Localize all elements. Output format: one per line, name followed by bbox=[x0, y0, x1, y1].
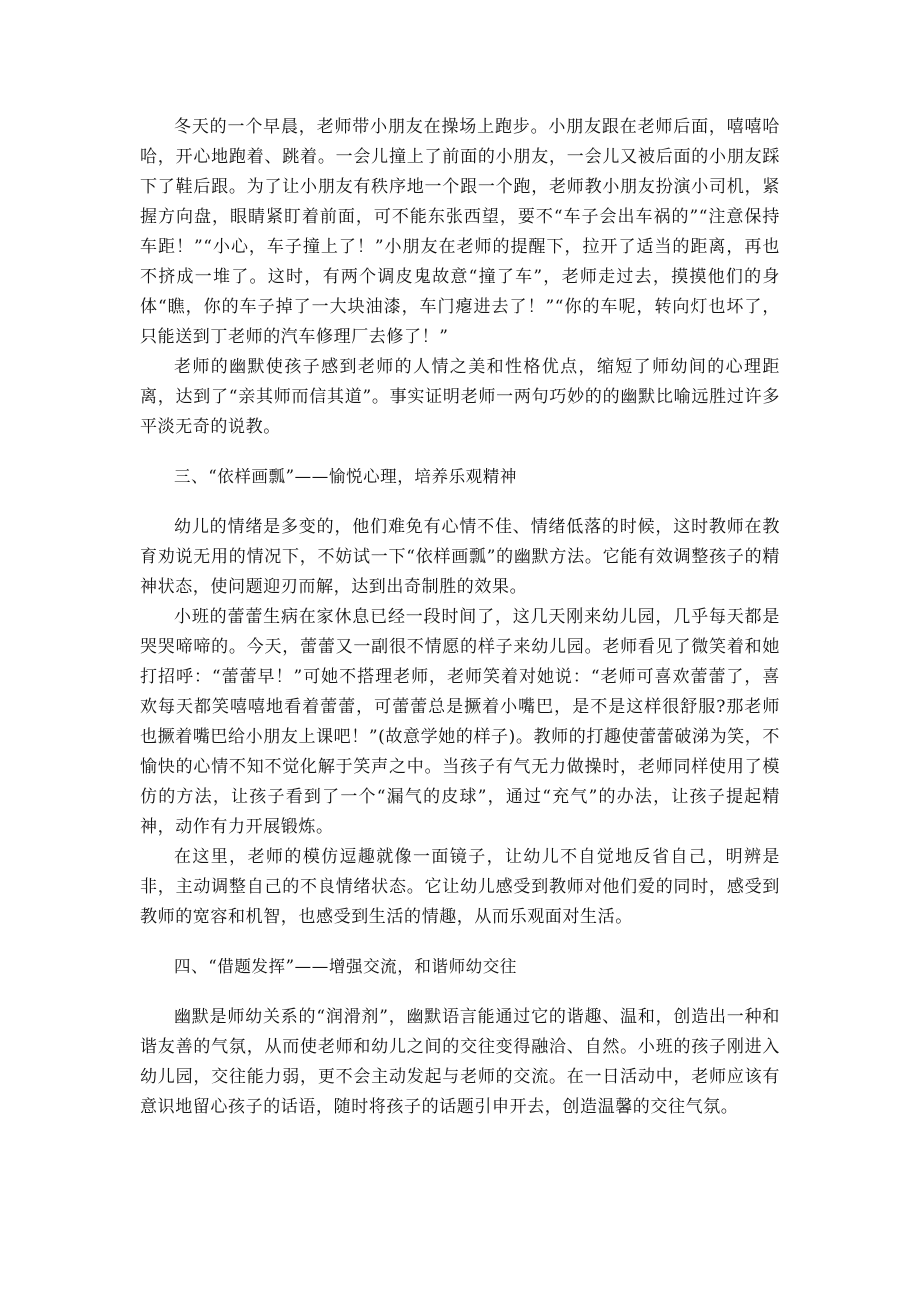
paragraph-mirror: 在这里，老师的模仿逗趣就像一面镜子，让幼儿不自觉地反省自己，明辨是非，主动调整自己的不良情绪状态。它让幼儿感受到教师对他们爱的同时，感受到教师的宽容和机智，也感受到生活的情趣，从而乐观面对生活。 bbox=[140, 847, 780, 927]
document-page bbox=[140, 112, 780, 1122]
paragraph-lubricant: 幽默是师幼关系的“润滑剂”，幽默语言能通过它的谐趣、温和，创造出一种和谐友善的气氛，从而使老师和幼儿之间的交往变得融洽、自然。小班的孩子刚进入幼儿园，交往能力弱，更不会主动发起与老师的交流。在一日活动中，老师应该有意识地留心孩子的话语，随时将孩子的话题引申开去，创造温馨的交往气氛。 bbox=[140, 1007, 780, 1117]
paragraph-leilei-story: 小班的蕾蕾生病在家休息已经一段时间了，这几天刚来幼儿园，几乎每天都是哭哭啼啼的。今天，蕾蕾又一副很不情愿的样子来幼儿园。老师看见了微笑着和她打招呼：“蕾蕾早！”可她不搭理老师，老师笑着对她说：“老师可喜欢蕾蕾了，喜欢每天都笑嘻嘻地看着蕾蕾，可蕾蕾总是撅着小嘴巴，是不是这样很舒服?那老师也撅着嘴巴给小朋友上课吧！”(故意学她的样子)。教师的打趣使蕾蕾破涕为笑，不愉快的心情不知不觉化解于笑声之中。当孩子有气无力做操时，老师同样使用了模仿的方法，让孩子看到了一个“漏气的皮球”，通过“充气”的办法，让孩子提起精神，动作有力开展锻炼。 bbox=[140, 607, 780, 837]
paragraph-morning-run: 冬天的一个早晨，老师带小朋友在操场上跑步。小朋友跟在老师后面，嘻嘻哈哈，开心地跑着、跳着。一会儿撞上了前面的小朋友，一会儿又被后面的小朋友踩下了鞋后跟。为了让小朋友有秩序地一个跟一个跑，老师教小朋友扮演小司机，紧握方向盘，眼睛紧盯着前面，可不能东张西望，要不“车子会出车祸的”“注意保持车距！”“小心，车子撞上了！”小朋友在老师的提醒下，拉开了适当的距离，再也不挤成一堆了。这时，有两个调皮鬼故意“撞了车”，老师走过去，摸摸他们的身体“瞧，你的车子掉了一大块油漆，车门瘪进去了！”“你的车呢，转向灯也坏了，只能送到丁老师的汽车修理厂去修了！” bbox=[140, 117, 780, 347]
paragraph-emotions: 幼儿的情绪是多变的，他们难免有心情不佳、情绪低落的时候，这时教师在教育劝说无用的情况下，不妨试一下“依样画瓢”的幽默方法。它能有效调整孩子的精神状态，使问题迎刃而解，达到出奇制胜的效果。 bbox=[140, 517, 780, 597]
section-heading-4: 四、“借题发挥”——增强交流，和谐师幼交往 bbox=[174, 957, 517, 976]
section-heading-3: 三、“依样画瓢”——愉悦心理，培养乐观精神 bbox=[174, 467, 517, 486]
paragraph-humor-effect: 老师的幽默使孩子感到老师的人情之美和性格优点，缩短了师幼间的心理距离，达到了“亲其师而信其道”。事实证明老师一两句巧妙的的幽默比喻远胜过许多平淡无奇的说教。 bbox=[140, 357, 780, 437]
